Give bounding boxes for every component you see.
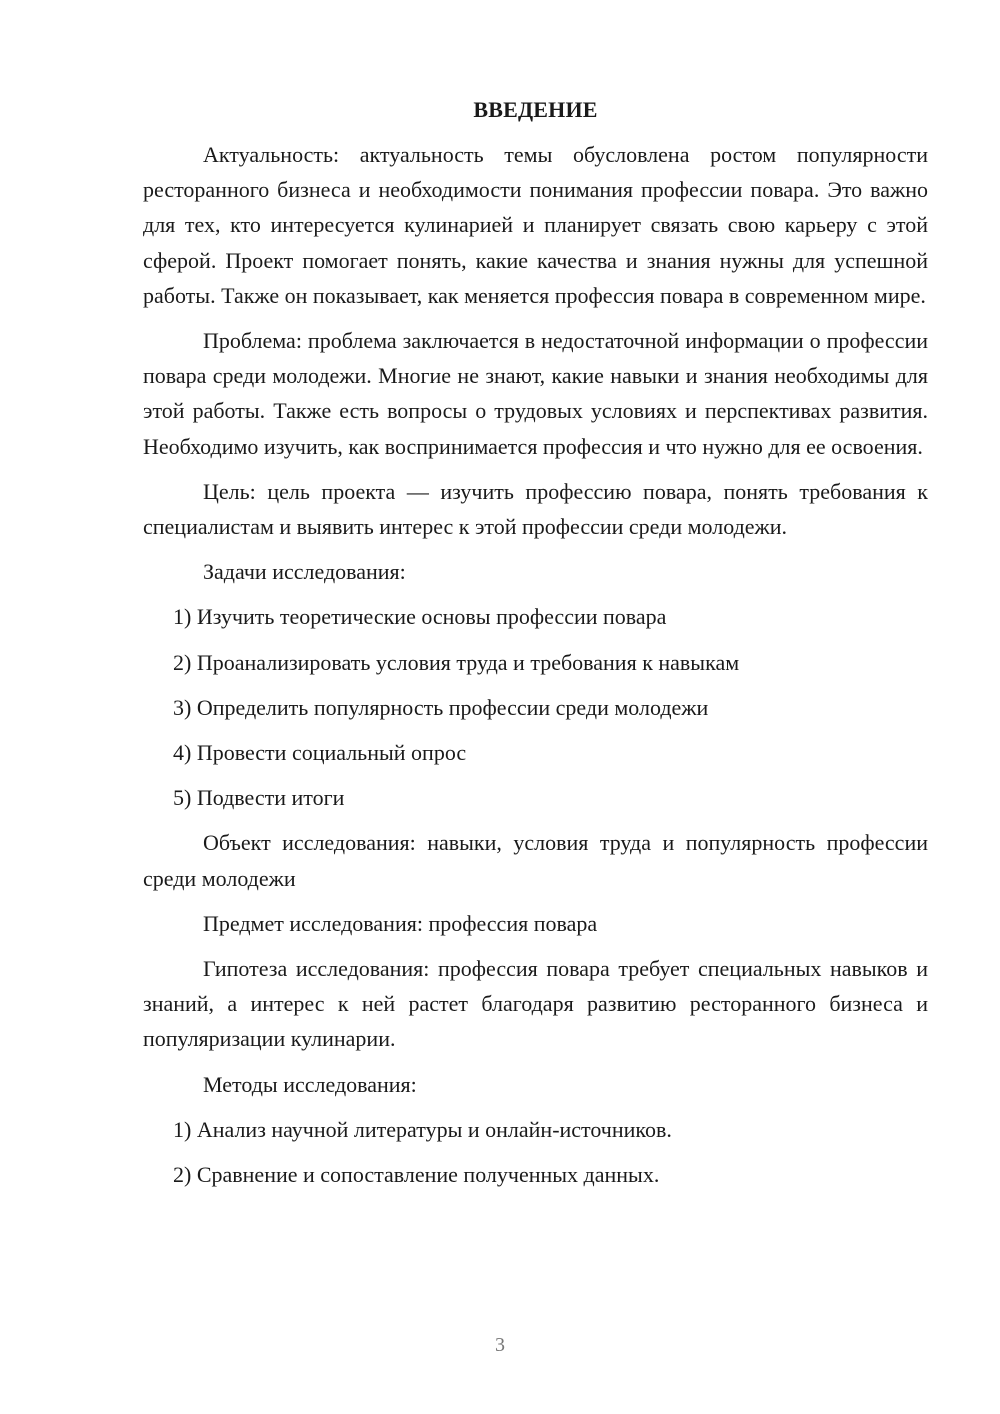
task-item-1: 1) Изучить теоретические основы профессии повара	[173, 604, 667, 630]
page-number: 3	[495, 1334, 505, 1356]
hypothesis-paragraph: Гипотеза исследования: профессия повара требует специальных навыков и знаний, а интерес к ней растет благодаря развитию ресторанного бизнеса и популяризации кулинарии.	[143, 956, 928, 1052]
method-item-2: 2) Сравнение и сопоставление полученных данных.	[173, 1162, 660, 1188]
method-item-1: 1) Анализ научной литературы и онлайн-источников.	[173, 1116, 672, 1142]
task-item-4: 4) Провести социальный опрос	[173, 740, 467, 766]
tasks-title: Задачи исследования:	[203, 559, 406, 585]
subject-paragraph: Предмет исследования: профессия повара	[203, 910, 598, 936]
problem-paragraph: Проблема: проблема заключается в недостаточной информации о профессии повара среди молодежи. Многие не знают, какие навыки и знания необходимы для этой работы. Также есть вопросы о трудовых условиях и перспективах развития. Необходимо изучить, как воспринимается профессия и что нужно для ее освоения.	[143, 328, 928, 459]
section-heading: ВВЕДЕНИЕ	[473, 97, 598, 122]
object-paragraph: Объект исследования: навыки, условия труда и популярность профессии среди молодежи	[143, 830, 928, 891]
goal-paragraph: Цель: цель проекта — изучить профессию повара, понять требования к специалистам и выявить интерес к этой профессии среди молодежи.	[143, 478, 928, 540]
task-item-2: 2) Проанализировать условия труда и требования к навыкам	[173, 649, 740, 675]
methods-title: Методы исследования:	[203, 1071, 417, 1097]
task-item-5: 5) Подвести итоги	[173, 785, 345, 811]
task-item-3: 3) Определить популярность профессии среди молодежи	[173, 694, 709, 720]
document-page	[143, 92, 928, 1192]
relevance-paragraph: Актуальность: актуальность темы обусловлена ростом популярности ресторанного бизнеса и необходимости понимания профессии повара. Это важно для тех, кто интересуется кулинарией и планирует связать свою карьеру с этой сферой. Проект помогает понять, какие качества и знания нужны для успешной работы. Также он показывает, как меняется профессия повара в современном мире.	[143, 142, 928, 308]
